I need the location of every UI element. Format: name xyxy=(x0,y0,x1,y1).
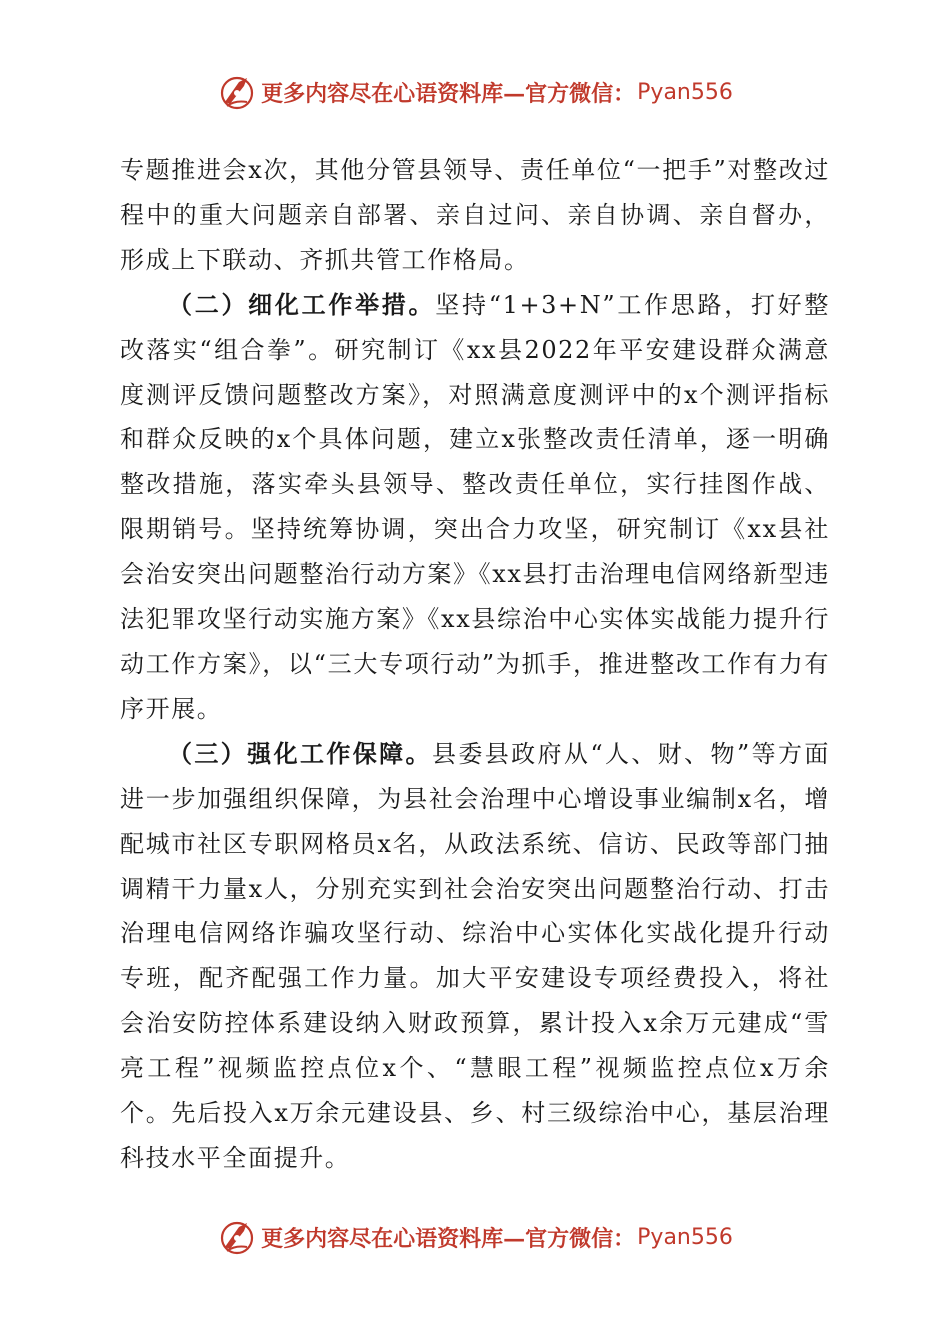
document-body xyxy=(120,148,830,1181)
paragraph-3 xyxy=(120,732,830,1181)
banner-text: 更多内容尽在心语资料库—官方微信： xyxy=(261,80,636,107)
paragraph-2-heading: （二）细化工作举措。 xyxy=(168,289,436,319)
header-watermark-banner xyxy=(0,70,950,114)
paragraph-3-body: 县委县政府从“人、财、物”等方面进一步加强组织保障，为县社会治理中心增设事业编制x名，增配城市社区专职网格员x名，从政法系统、信访、民政等部门抽调精干力量x人，分别充实到社会治安突出问题整治行动、打击治理电信网络诈骗攻坚行动、综治中心实体化实战化提升行动专班，配齐配强工作力量。加大平安建设专项经费投入，将社会治安防控体系建设纳入财政预算，累计投入x余万元建成“雪亮工程”视频监控点位x个、“慧眼工程”视频监控点位x万余个。先后投入x万余元建设县、乡、村三级综治中心，基层治理科技水平全面提升。 xyxy=(120,739,831,1172)
logo-icon xyxy=(217,1217,257,1257)
paragraph-3-heading: （三）强化工作保障。 xyxy=(168,738,432,768)
logo-icon xyxy=(217,72,257,112)
banner-handle: Pyan556 xyxy=(637,1224,733,1250)
paragraph-2-body: 坚持“1+3+N”工作思路，打好整改落实“组合拳”。研究制订《xx县2022年平安建设群众满意度测评反馈问题整改方案》，对照满意度测评中的x个测评指标和群众反映的x个具体问题，建立x张整改责任清单，逐一明确整改措施，落实牵头县领导、整改责任单位，实行挂图作战、限期销号。坚持统筹协调，突出合力攻坚，研究制订《xx县社会治安突出问题整治行动方案》《xx县打击治理电信网络新型违法犯罪攻坚行动实施方案》《xx县综治中心实体实战能力提升行动工作方案》，以“三大专项行动”为抓手，推进整改工作有力有序开展。 xyxy=(120,290,830,723)
banner-text: 更多内容尽在心语资料库—官方微信： xyxy=(261,1225,636,1252)
paragraph-1-body: 专题推进会x次，其他分管县领导、责任单位“一把手”对整改过程中的重大问题亲自部署、亲自过问、亲自协调、亲自督办，形成上下联动、齐抓共管工作格局。 xyxy=(120,156,830,274)
footer-watermark-banner xyxy=(0,1215,950,1259)
paragraph-1 xyxy=(120,148,830,283)
paragraph-2 xyxy=(120,283,830,732)
banner-handle: Pyan556 xyxy=(637,79,733,105)
